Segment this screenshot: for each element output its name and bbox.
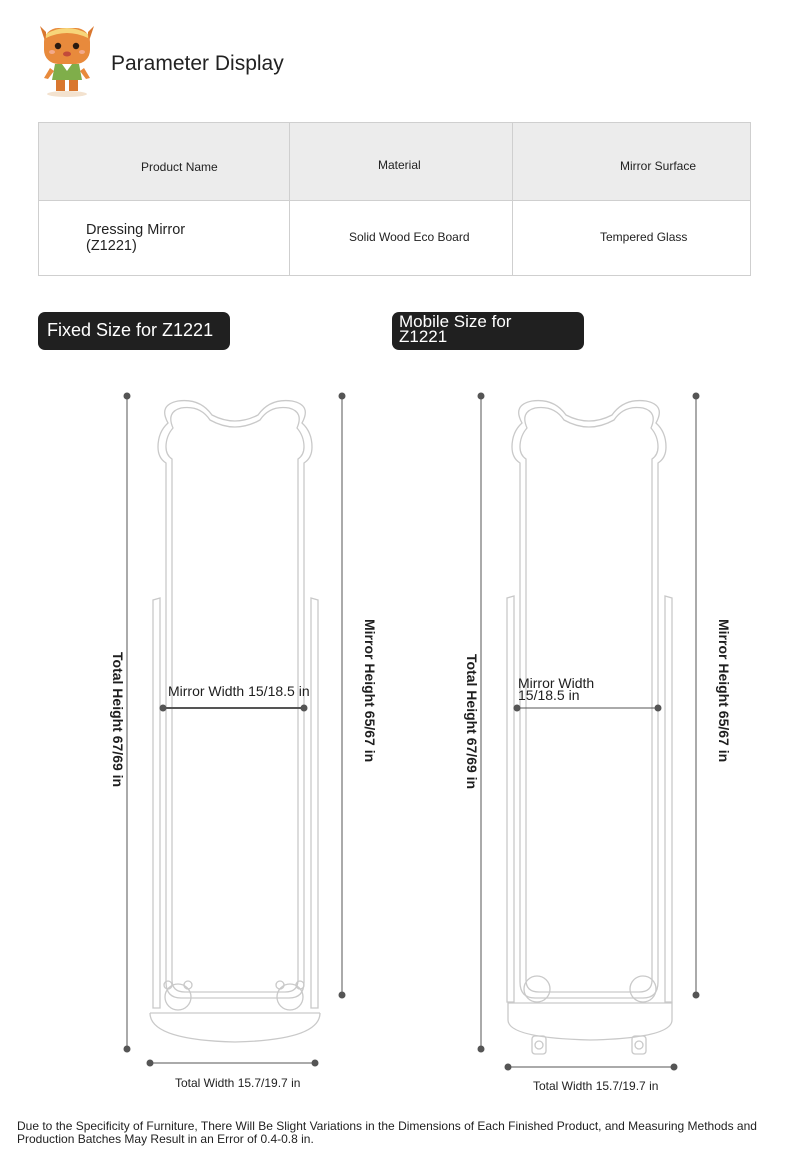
page-title: Parameter Display bbox=[111, 52, 284, 75]
mobile-mirror-height-label: Mirror Height 65/67 in bbox=[716, 619, 732, 763]
fixed-mirror-width-line bbox=[160, 705, 307, 711]
fixed-mirror-height-line bbox=[339, 393, 345, 998]
fixed-total-width-label: Total Width 15.7/19.7 in bbox=[175, 1076, 301, 1090]
fixed-total-width-line bbox=[147, 1060, 318, 1066]
mobile-total-width-label: Total Width 15.7/19.7 in bbox=[533, 1079, 659, 1093]
footer-note: Due to the Specificity of Furniture, There Will Be Slight Variations in the Dimensions of Each Finished Product, and Measuring Methods and Production Batches May Result in an Error of 0.4-0.8 in. bbox=[17, 1119, 757, 1146]
fixed-mirror-height-label: Mirror Height 65/67 in bbox=[362, 619, 378, 763]
mobile-mirror-width-label: Mirror Width 15/18.5 in bbox=[518, 675, 595, 703]
mirror-surface-value: Tempered Glass bbox=[600, 230, 688, 244]
mobile-mirror-width-line bbox=[514, 705, 661, 711]
mobile-size-badge: Mobile Size for Z1221 bbox=[392, 312, 584, 350]
mobile-total-width-line bbox=[505, 1064, 677, 1070]
header-material: Material bbox=[378, 158, 421, 172]
header-product-name: Product Name bbox=[141, 160, 218, 174]
fixed-mirror-width-label: Mirror Width 15/18.5 in bbox=[168, 683, 310, 699]
fixed-mirror-drawing bbox=[150, 401, 320, 1042]
mobile-mirror-height-line bbox=[693, 393, 699, 998]
material-value: Solid Wood Eco Board bbox=[349, 230, 470, 244]
fixed-total-height-label: Total Height 67/69 in bbox=[110, 652, 126, 788]
mobile-total-height-label: Total Height 67/69 in bbox=[464, 654, 480, 790]
product-name-value: Dressing Mirror (Z1221) bbox=[86, 222, 186, 254]
mobile-mirror-drawing bbox=[507, 401, 672, 1054]
header-mirror-surface: Mirror Surface bbox=[620, 159, 697, 173]
fixed-size-badge: Fixed Size for Z1221 bbox=[38, 312, 230, 350]
